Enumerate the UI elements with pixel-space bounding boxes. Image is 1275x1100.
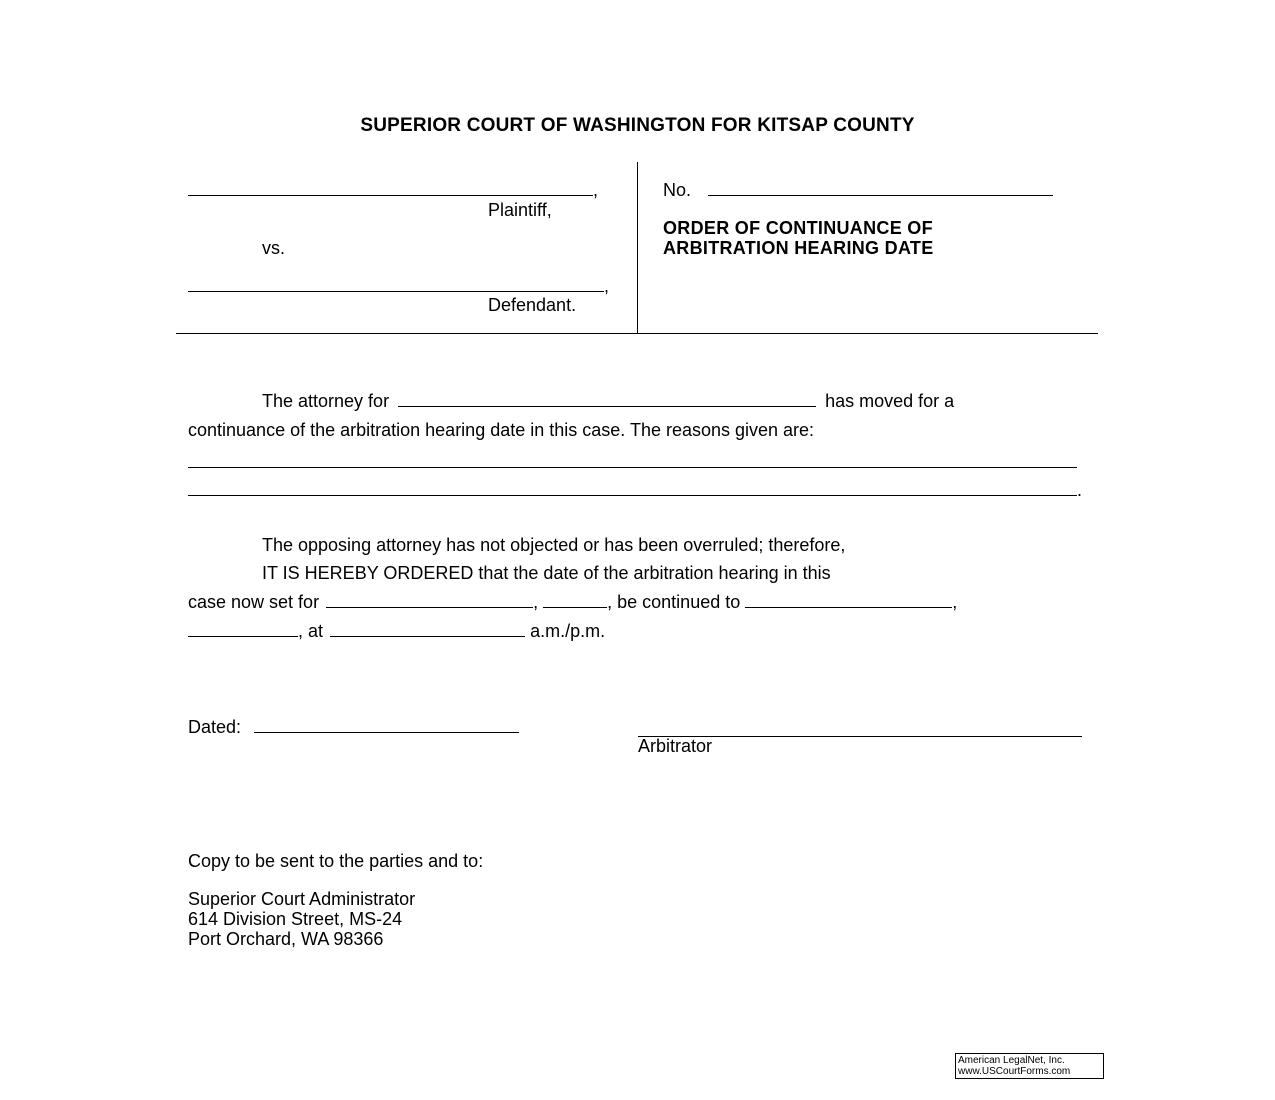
new-date-field[interactable] — [745, 593, 952, 608]
reasons-period: . — [1077, 480, 1083, 500]
current-date-field[interactable] — [326, 593, 533, 608]
defendant-label: Defendant. — [488, 295, 577, 315]
new-year-field[interactable] — [188, 622, 298, 637]
stamp-line-1: American LegalNet, Inc. — [958, 1055, 1065, 1066]
address-line-3: Port Orchard, WA 98366 — [188, 929, 384, 949]
motion-text-start: The attorney for — [262, 391, 390, 411]
court-title: SUPERIOR COURT OF WASHINGTON FOR KITSAP COUNTY — [360, 115, 915, 136]
defendant-comma: , — [604, 276, 610, 296]
reasons-line-1 — [188, 452, 1077, 473]
dated-field[interactable] — [254, 718, 519, 733]
versus-label: vs. — [262, 238, 286, 258]
dated-line — [188, 717, 519, 738]
plaintiff-comma: , — [593, 180, 599, 200]
order-line-3 — [188, 592, 957, 613]
order-line-1: The opposing attorney has not objected or has been overruled; therefore, — [262, 535, 846, 555]
current-year-field[interactable] — [543, 593, 607, 608]
reasons-field-1[interactable] — [188, 453, 1077, 468]
case-set-text: case now set for — [188, 592, 320, 612]
address-line-2: 614 Division Street, MS-24 — [188, 909, 403, 929]
order-line-4 — [188, 621, 605, 642]
dated-label: Dated: — [188, 717, 242, 737]
publisher-stamp — [955, 1053, 1104, 1079]
caption-divider-vertical — [637, 162, 638, 334]
plaintiff-name-field[interactable] — [188, 181, 593, 196]
document-title-line1: ORDER OF CONTINUANCE OF — [663, 218, 933, 238]
reasons-line-2 — [188, 480, 1082, 501]
motion-text-end: has moved for a — [825, 391, 955, 411]
time-field[interactable] — [330, 622, 525, 637]
stamp-line-2: www.USCourtForms.com — [958, 1066, 1071, 1077]
plaintiff-line — [188, 180, 598, 201]
comma: , — [952, 592, 958, 612]
am-pm-text: a.m./p.m. — [530, 621, 606, 641]
case-number-line — [663, 180, 1053, 201]
case-number-label: No. — [663, 180, 692, 200]
address-line-1: Superior Court Administrator — [188, 889, 416, 909]
at-text: at — [308, 621, 324, 641]
plaintiff-label: Plaintiff, — [488, 200, 552, 220]
continued-text: be continued to — [617, 592, 741, 612]
defendant-line — [188, 276, 609, 297]
case-number-field[interactable] — [708, 181, 1053, 196]
moving-party-field[interactable] — [398, 392, 816, 407]
defendant-name-field[interactable] — [188, 277, 604, 292]
comma: , — [298, 621, 304, 641]
order-line-2: IT IS HEREBY ORDERED that the date of the arbitration hearing in this — [262, 563, 831, 583]
copy-heading: Copy to be sent to the parties and to: — [188, 851, 484, 871]
comma: , — [533, 592, 539, 612]
reasons-field-2[interactable] — [188, 481, 1077, 496]
motion-line-1 — [262, 391, 954, 412]
arbitrator-label: Arbitrator — [638, 736, 713, 756]
comma: , — [607, 592, 613, 612]
document-title — [663, 218, 934, 258]
motion-line-2: continuance of the arbitration hearing date in this case. The reasons given are: — [188, 420, 815, 440]
document-title-line2: ARBITRATION HEARING DATE — [663, 238, 934, 258]
caption-divider-horizontal — [176, 333, 1098, 334]
administrator-address — [188, 889, 415, 949]
